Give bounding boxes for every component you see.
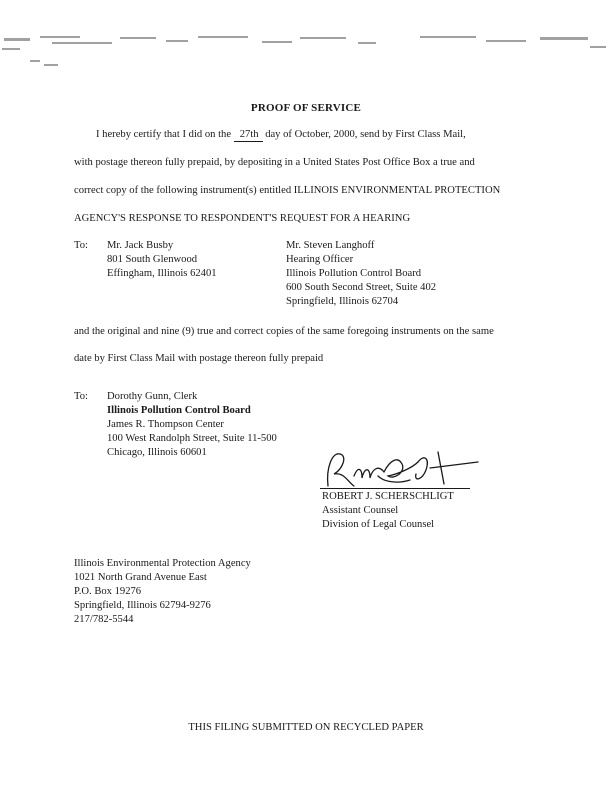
agency-line: Springfield, Illinois 62794-9276 <box>74 600 211 611</box>
certify-day: 27th <box>234 128 263 142</box>
recycled-paper-footer: THIS FILING SUBMITTED ON RECYCLED PAPER <box>188 722 424 733</box>
signer-title: Assistant Counsel <box>322 505 399 516</box>
recipient-langhoff-line: Hearing Officer <box>286 254 354 265</box>
recipient-clerk-line: Chicago, Illinois 60601 <box>107 447 207 458</box>
scan-header-noise <box>0 28 612 68</box>
original-line-1: and the original and nine (9) true and correct copies of the same foregoing instruments on the same <box>74 326 494 337</box>
to-label-2: To: <box>74 391 88 402</box>
recipient-busby-line: Effingham, Illinois 62401 <box>107 268 217 279</box>
to-label: To: <box>74 240 88 251</box>
recipient-clerk-line: 100 West Randolph Street, Suite 11-500 <box>107 433 277 444</box>
signature-line <box>320 488 470 489</box>
page-title: PROOF OF SERVICE <box>250 102 362 114</box>
recipient-busby-line: Mr. Jack Busby <box>107 240 174 251</box>
certify-line: I hereby certify that I did on the 27th day of October, 2000, send by First Class Mail, <box>96 129 466 140</box>
recipient-langhoff-line: Illinois Pollution Control Board <box>286 268 422 279</box>
original-line-2: date by First Class Mail with postage thereon fully prepaid <box>74 353 324 364</box>
recipient-clerk-line: Illinois Pollution Control Board <box>107 405 251 416</box>
signer-division: Division of Legal Counsel <box>322 519 435 530</box>
body-line-3: correct copy of the following instrument(s) entitled ILLINOIS ENVIRONMENTAL PROTECTION <box>74 185 501 196</box>
agency-line: 217/782-5544 <box>74 614 134 625</box>
signer-name: ROBERT J. SCHERSCHLIGT <box>322 491 454 502</box>
recipient-busby-line: 801 South Glenwood <box>107 254 198 265</box>
body-line-4: AGENCY'S RESPONSE TO RESPONDENT'S REQUEST FOR A HEARING <box>74 213 411 224</box>
recipient-langhoff-line: 600 South Second Street, Suite 402 <box>286 282 437 293</box>
recipient-clerk-line: Dorothy Gunn, Clerk <box>107 391 198 402</box>
agency-line: P.O. Box 19276 <box>74 586 142 597</box>
recipient-langhoff-line: Mr. Steven Langhoff <box>286 240 375 251</box>
recipient-clerk-line: James R. Thompson Center <box>107 419 224 430</box>
recipient-langhoff-line: Springfield, Illinois 62704 <box>286 296 399 307</box>
agency-line: Illinois Environmental Protection Agency <box>74 558 251 569</box>
body-line-2: with postage thereon fully prepaid, by depositing in a United States Post Office Box a true and <box>74 157 475 168</box>
agency-line: 1021 North Grand Avenue East <box>74 572 207 583</box>
